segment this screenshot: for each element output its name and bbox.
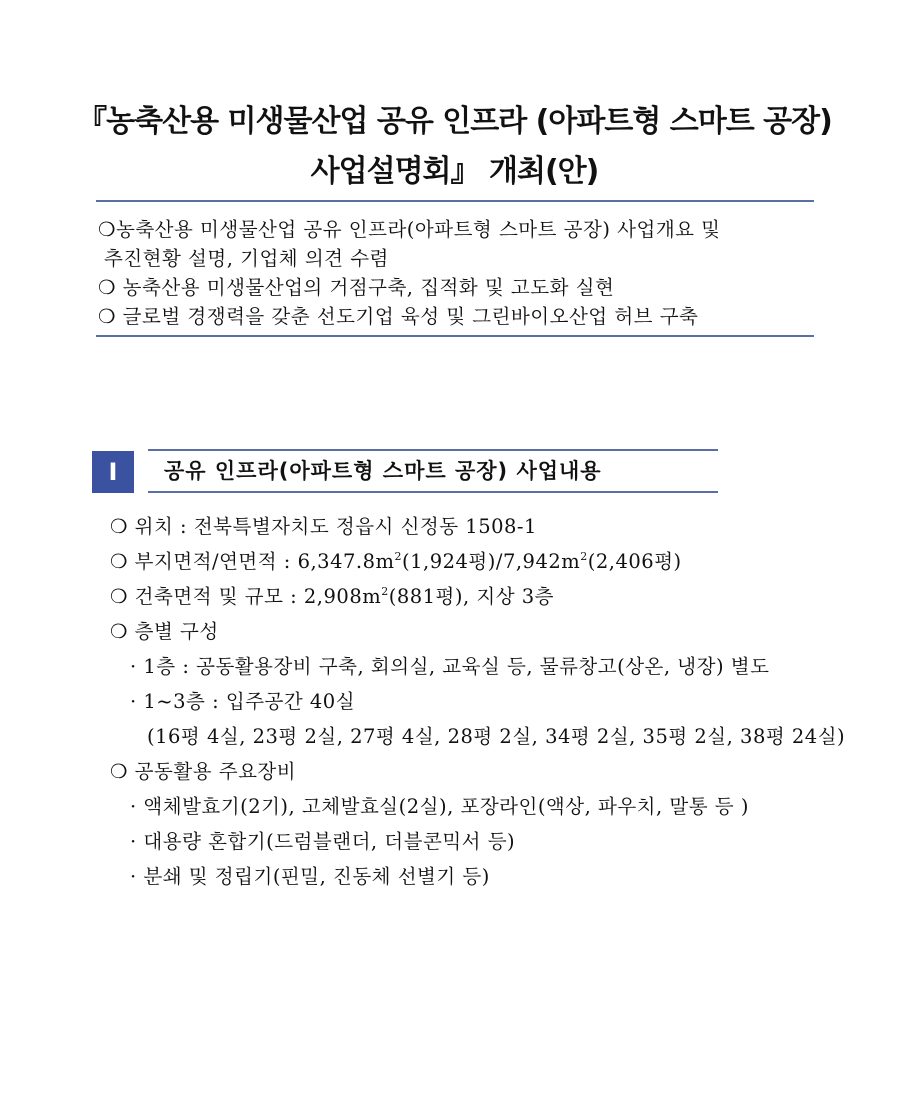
superscript-2: 2 <box>394 550 402 563</box>
floor-1-item: · 1층 : 공동활용장비 구축, 회의실, 교육실 등, 물류창고(상온, 냉장) 별도 <box>130 655 770 678</box>
section-header-bottom-rule <box>148 491 718 493</box>
location-item: ❍ 위치 : 전북특별자치도 정읍시 신정동 1508-1 <box>110 515 537 538</box>
summary-item: ❍ 농축산용 미생물산업의 거점구축, 집적화 및 고도화 실현 <box>98 276 615 299</box>
site-area-text-b: (1,924평)/7,942m <box>402 550 581 573</box>
summary-top-rule <box>96 200 814 202</box>
equipment-item: · 대용량 혼합기(드럼블랜더, 더블콘믹서 등) <box>130 830 516 853</box>
site-area-text-a: ❍ 부지면적/연면적 : 6,347.8m <box>110 550 395 573</box>
building-area-item <box>110 581 554 609</box>
document-title-line2: 사업설명회』 개최(안) <box>310 154 599 189</box>
floor-composition-heading: ❍ 층별 구성 <box>110 620 219 643</box>
document-title-line1: 『농축산용 미생물산업 공유 인프라 (아파트형 스마트 공장) <box>77 104 832 139</box>
floor-1-3-detail: (16평 4실, 23평 2실, 27평 4실, 28평 2실, 34평 2실, 35평 2실, 38평 24실) <box>147 725 846 748</box>
floor-1-3-item: · 1~3층 : 입주공간 40실 <box>130 690 356 713</box>
section-title: 공유 인프라(아파트형 스마트 공장) 사업내용 <box>164 459 602 483</box>
superscript-2: 2 <box>580 550 588 563</box>
superscript-2: 2 <box>381 585 389 598</box>
site-area-item <box>110 546 682 574</box>
summary-item: ❍농축산용 미생물산업 공유 인프라(아파트형 스마트 공장) 사업개요 및 <box>98 218 721 241</box>
equipment-item: · 분쇄 및 정립기(핀밀, 진동체 선별기 등) <box>130 865 490 888</box>
site-area-text-c: (2,406평) <box>587 550 682 573</box>
equipment-heading: ❍ 공동활용 주요장비 <box>110 760 297 783</box>
summary-bottom-rule <box>96 335 814 337</box>
building-area-text-b: (881평), 지상 3층 <box>388 585 555 608</box>
building-area-text-a: ❍ 건축면적 및 규모 : 2,908m <box>110 585 382 608</box>
summary-item: ❍ 글로벌 경쟁력을 갖춘 선도기업 육성 및 그린바이오산업 허브 구축 <box>98 305 699 328</box>
section-header-top-rule <box>148 449 718 451</box>
equipment-item: · 액체발효기(2기), 고체발효실(2실), 포장라인(액상, 파우치, 말통 등 ) <box>130 795 749 818</box>
summary-item-continuation: 추진현황 설명, 기업체 의견 수렴 <box>104 247 389 270</box>
section-number-badge: Ⅰ <box>92 451 134 493</box>
